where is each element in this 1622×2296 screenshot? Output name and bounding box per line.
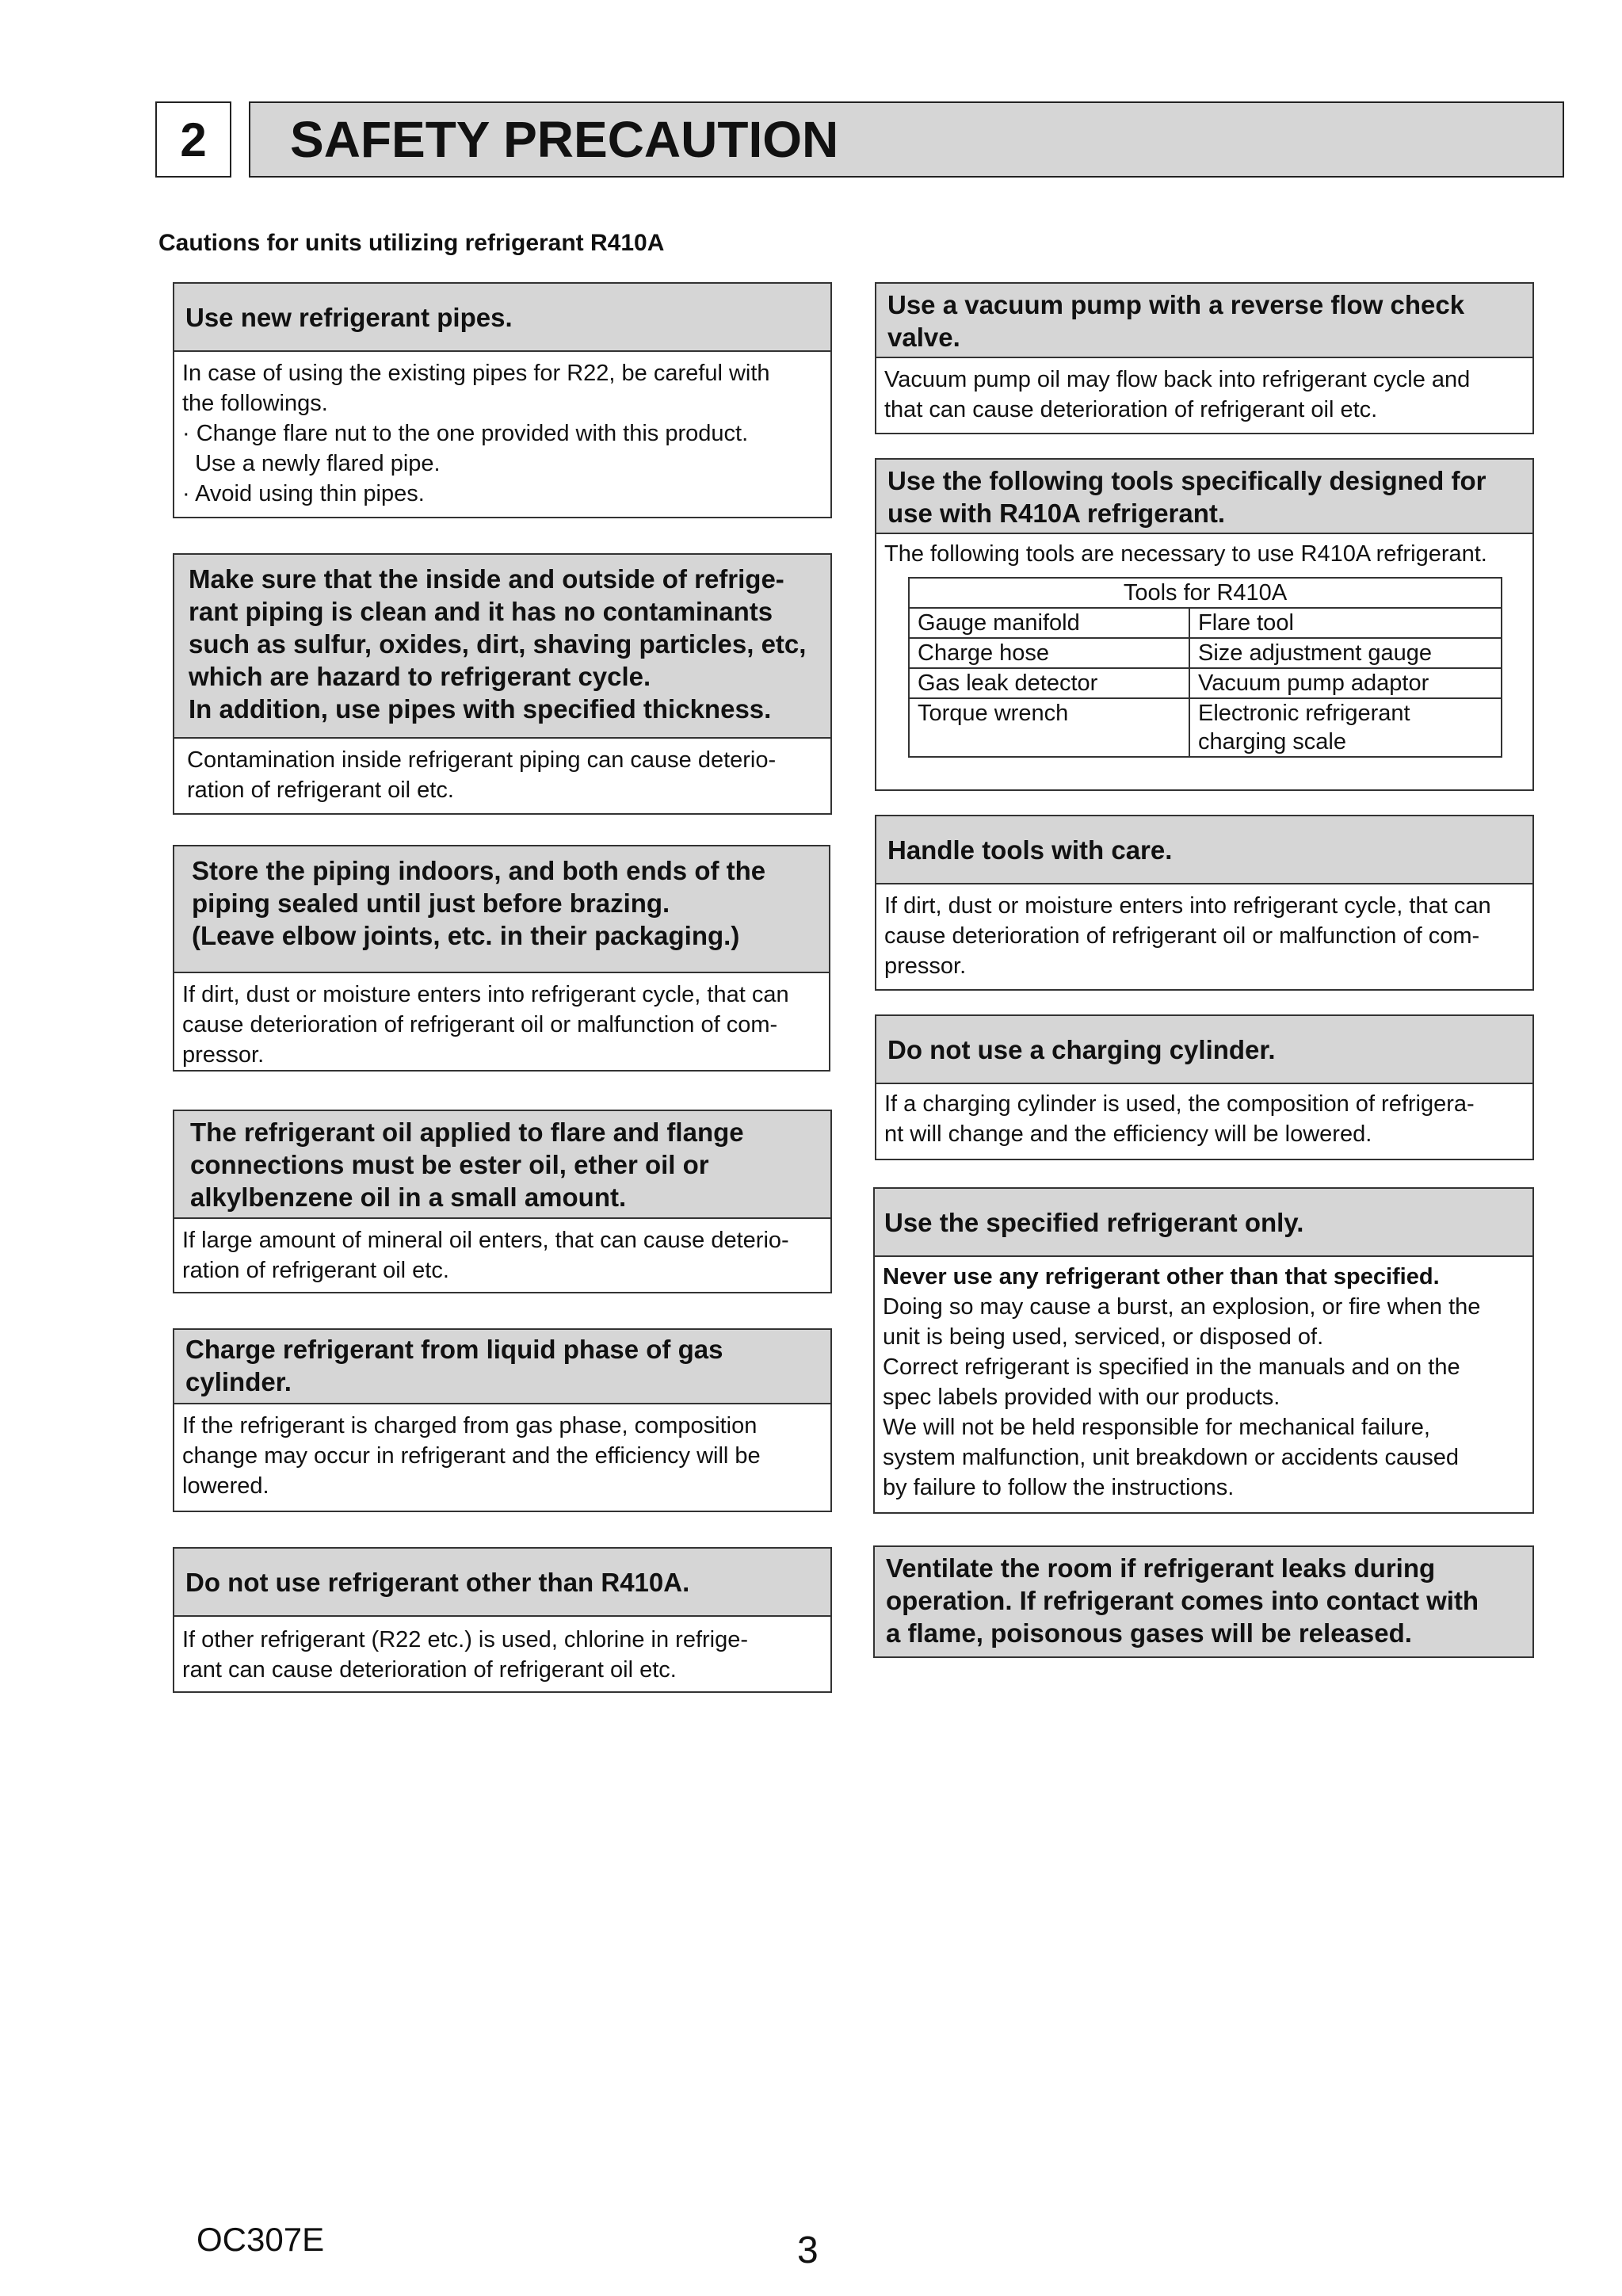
tools-table-header: Tools for R410A	[909, 578, 1502, 608]
caution-title	[875, 1547, 1532, 1656]
caution-title-line: Handle tools with care.	[887, 835, 1173, 865]
table-row	[909, 668, 1502, 698]
caution-title-line: The refrigerant oil applied to flare and flange	[190, 1117, 744, 1147]
caution-title	[174, 1330, 830, 1404]
body-line: ration of refrigerant oil etc.	[187, 777, 454, 803]
table-cell: Vacuum pump adaptor	[1189, 668, 1502, 698]
caution-title-line: alkylbenzene oil in a small amount.	[190, 1182, 627, 1212]
table-cell: Gauge manifold	[909, 608, 1189, 638]
caution-title-line: In addition, use pipes with specified thickness.	[189, 694, 772, 724]
body-line: If a charging cylinder is used, the composition of refrigera-	[884, 1091, 1475, 1117]
caution-title-line: Use the specified refrigerant only.	[884, 1207, 1304, 1237]
caution-body	[174, 1404, 830, 1501]
caution-body	[174, 739, 830, 805]
table-cell-multiline	[1189, 698, 1502, 757]
caution-body	[174, 1617, 830, 1685]
body-line: Vacuum pump oil may flow back into refrigerant cycle and	[884, 367, 1471, 392]
body-line: pressor.	[884, 953, 967, 979]
body-line: Correct refrigerant is specified in the manuals and on the	[883, 1354, 1460, 1380]
body-line: unit is being used, serviced, or disposed of.	[883, 1324, 1324, 1350]
cell-line: charging scale	[1198, 729, 1346, 755]
caution-new-pipes	[173, 282, 832, 518]
caution-body	[174, 1219, 830, 1286]
caution-clean-piping	[173, 553, 832, 815]
caution-liquid-phase	[173, 1328, 832, 1512]
caution-ventilate-room	[873, 1545, 1534, 1658]
caution-title-line: Ventilate the room if refrigerant leaks during	[886, 1553, 1436, 1583]
body-line: If dirt, dust or moisture enters into refrigerant cycle, that can	[182, 982, 789, 1007]
caution-title-line: (Leave elbow joints, etc. in their packaging.)	[192, 921, 740, 950]
body-line: If the refrigerant is charged from gas phase, composition	[182, 1413, 758, 1438]
table-cell: Gas leak detector	[909, 668, 1189, 698]
caution-body	[876, 884, 1532, 981]
table-row	[909, 698, 1502, 757]
body-line: If dirt, dust or moisture enters into refrigerant cycle, that can	[884, 893, 1491, 919]
body-line: the followings.	[182, 391, 328, 416]
body-line: Use a newly flared pipe.	[182, 451, 441, 476]
table-cell: Flare tool	[1189, 608, 1502, 638]
caution-title-line: Make sure that the inside and outside of refrige-	[189, 564, 784, 594]
body-line: change may occur in refrigerant and the efficiency will be	[182, 1443, 761, 1469]
caution-body	[174, 973, 829, 1070]
body-line: cause deterioration of refrigerant oil or malfunction of com-	[884, 923, 1480, 949]
caution-title-line: Use a vacuum pump with a reverse flow check	[887, 290, 1465, 319]
document-code: OC307E	[197, 2221, 325, 2258]
caution-charging-cylinder	[875, 1014, 1534, 1160]
body-line: If other refrigerant (R22 etc.) is used, chlorine in refrige-	[182, 1627, 749, 1652]
caution-title	[876, 460, 1532, 534]
caution-title-line: Charge refrigerant from liquid phase of gas	[185, 1335, 723, 1364]
table-row	[909, 638, 1502, 668]
body-line: Contamination inside refrigerant piping can cause deterio-	[187, 747, 777, 773]
caution-title-line: use with R410A refrigerant.	[887, 499, 1226, 528]
body-line: by failure to follow the instructions.	[883, 1475, 1235, 1500]
caution-title-line: a flame, poisonous gases will be released.	[886, 1618, 1412, 1648]
caution-title-line: Store the piping indoors, and both ends of the	[192, 856, 766, 885]
page-subtitle: Cautions for units utilizing refrigerant R410A	[158, 230, 665, 256]
caution-store-piping	[173, 845, 830, 1072]
tools-table	[908, 577, 1502, 758]
section-title: SAFETY PRECAUTION	[249, 101, 1564, 178]
caution-body	[876, 534, 1532, 569]
caution-title-line: operation. If refrigerant comes into contact with	[886, 1586, 1479, 1615]
table-row	[909, 608, 1502, 638]
body-line: If large amount of mineral oil enters, that can cause deterio-	[182, 1228, 789, 1253]
caution-title	[875, 1189, 1532, 1257]
body-line: nt will change and the efficiency will be lowered.	[884, 1121, 1372, 1147]
body-line: We will not be held responsible for mechanical failure,	[883, 1415, 1430, 1440]
caution-refrigerant-oil	[173, 1110, 832, 1293]
caution-r410a-tools	[875, 458, 1534, 791]
caution-title-line: piping sealed until just before brazing.	[192, 888, 670, 918]
body-line: system malfunction, unit breakdown or accidents caused	[883, 1445, 1459, 1470]
section-number: 2	[155, 101, 231, 178]
caution-specified-refrigerant	[873, 1187, 1534, 1514]
body-line: spec labels provided with our products.	[883, 1385, 1280, 1410]
body-line: · Avoid using thin pipes.	[182, 481, 425, 506]
caution-title	[876, 816, 1532, 884]
cell-line: Electronic refrigerant	[1198, 701, 1410, 726]
caution-title	[876, 284, 1532, 358]
caution-title	[174, 1111, 830, 1219]
caution-only-r410a	[173, 1547, 832, 1693]
body-line: pressor.	[182, 1042, 265, 1068]
body-line: · Change flare nut to the one provided with this product.	[182, 421, 749, 446]
caution-handle-tools	[875, 815, 1534, 991]
caution-title-line: Do not use a charging cylinder.	[887, 1034, 1276, 1064]
caution-title	[174, 846, 829, 973]
body-line: that can cause deterioration of refrigerant oil etc.	[884, 397, 1378, 422]
caution-title-line: Use new refrigerant pipes.	[185, 302, 513, 332]
caution-title	[876, 1016, 1532, 1084]
caution-title	[174, 1549, 830, 1617]
body-line: cause deterioration of refrigerant oil or malfunction of com-	[182, 1012, 778, 1037]
body-line: In case of using the existing pipes for R22, be careful with	[182, 361, 770, 386]
caution-title-line: such as sulfur, oxides, dirt, shaving particles, etc,	[189, 629, 807, 659]
table-cell: Size adjustment gauge	[1189, 638, 1502, 668]
caution-title	[174, 284, 830, 352]
caution-body	[174, 352, 830, 509]
caution-body	[876, 1084, 1532, 1149]
caution-title-line: connections must be ester oil, ether oil or	[190, 1150, 709, 1179]
caution-title	[174, 555, 830, 739]
body-line: lowered.	[182, 1473, 269, 1499]
body-line: rant can cause deterioration of refrigerant oil etc.	[182, 1657, 677, 1683]
caution-title-line: Do not use refrigerant other than R410A.	[185, 1567, 690, 1597]
body-line: Doing so may cause a burst, an explosion, or fire when the	[883, 1294, 1481, 1320]
caution-title-line: which are hazard to refrigerant cycle.	[189, 662, 651, 691]
caution-vacuum-pump	[875, 282, 1534, 434]
body-line: The following tools are necessary to use R410A refrigerant.	[884, 541, 1487, 567]
table-cell: Charge hose	[909, 638, 1189, 668]
caution-title-line: Use the following tools specifically designed for	[887, 466, 1487, 495]
table-cell: Torque wrench	[909, 698, 1189, 757]
page-number: 3	[797, 2229, 819, 2271]
caution-body	[876, 358, 1532, 425]
caution-title-line: cylinder.	[185, 1367, 292, 1396]
body-line-bold: Never use any refrigerant other than that specified.	[883, 1264, 1440, 1289]
caution-title-line: valve.	[887, 323, 960, 352]
caution-title-line: rant piping is clean and it has no contaminants	[189, 597, 773, 626]
caution-body	[875, 1257, 1532, 1503]
body-line: ration of refrigerant oil etc.	[182, 1258, 449, 1283]
